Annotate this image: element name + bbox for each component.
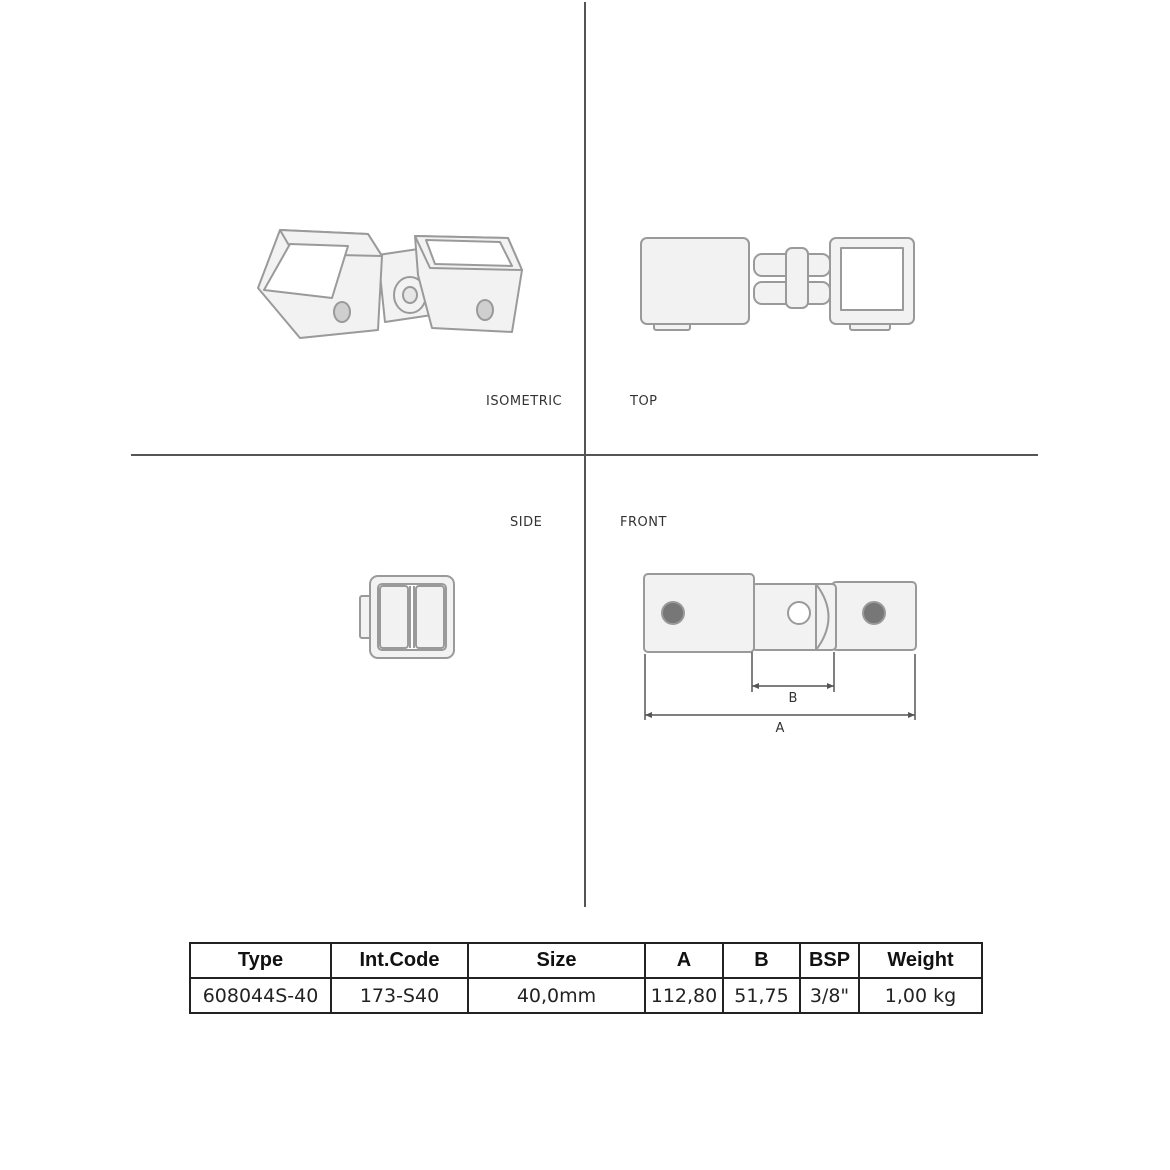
header-size: Size	[468, 943, 645, 978]
cell-a: 112,80	[645, 978, 723, 1013]
top-view	[636, 232, 921, 337]
front-label: FRONT	[620, 515, 667, 530]
cell-int-code: 173-S40	[331, 978, 468, 1013]
cell-b: 51,75	[723, 978, 800, 1013]
cell-weight: 1,00 kg	[859, 978, 982, 1013]
dimension-b-label: B	[788, 691, 798, 706]
side-drawing	[356, 572, 460, 664]
spec-header-row	[190, 943, 982, 978]
cell-type: 608044S-40	[190, 978, 331, 1013]
header-int-code: Int.Code	[331, 943, 468, 978]
side-label: SIDE	[510, 515, 543, 530]
dimension-a-label: A	[775, 721, 785, 736]
isometric-label: ISOMETRIC	[486, 394, 563, 409]
table-row	[190, 978, 982, 1013]
side-view	[356, 572, 460, 664]
spec-table	[189, 942, 983, 1014]
horizontal-divider	[131, 454, 1038, 456]
front-view	[636, 568, 926, 738]
top-drawing	[636, 232, 921, 337]
header-a: A	[645, 943, 723, 978]
isometric-drawing	[250, 220, 530, 350]
cell-bsp: 3/8"	[800, 978, 859, 1013]
header-type: Type	[190, 943, 331, 978]
header-bsp: BSP	[800, 943, 859, 978]
isometric-view	[250, 220, 530, 350]
header-b: B	[723, 943, 800, 978]
top-label: TOP	[630, 394, 658, 409]
header-weight: Weight	[859, 943, 982, 978]
cell-size: 40,0mm	[468, 978, 645, 1013]
front-drawing	[636, 568, 926, 738]
